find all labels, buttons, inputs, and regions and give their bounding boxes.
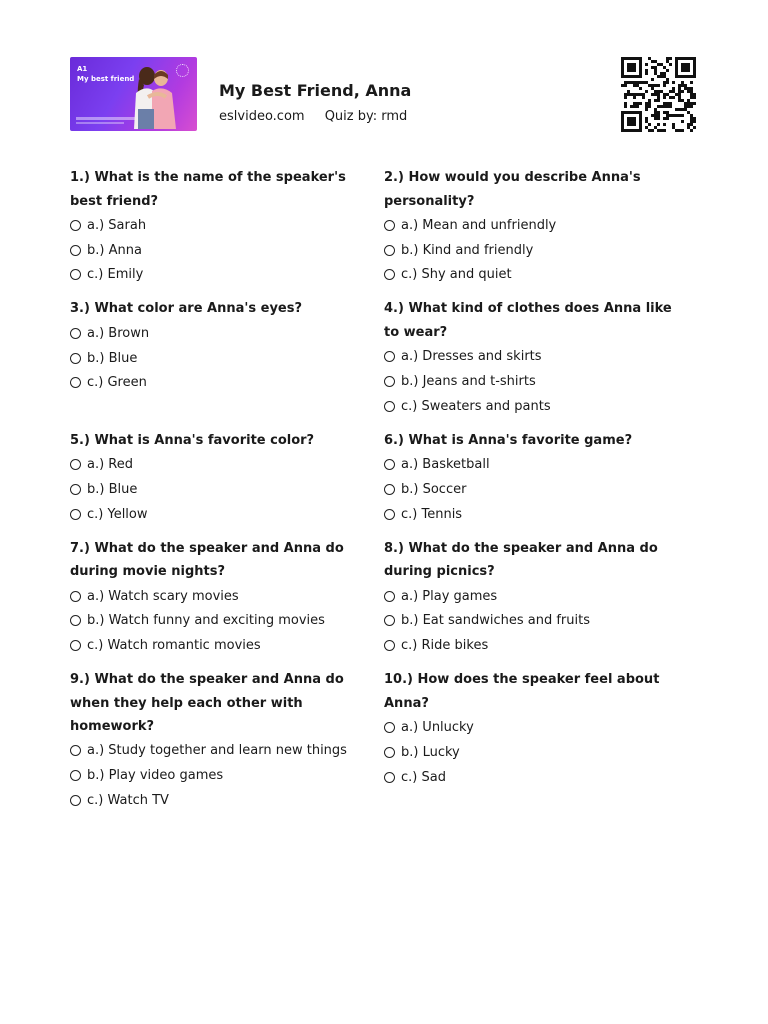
radio-button-icon[interactable] [384, 772, 395, 783]
answer-option[interactable] [70, 788, 384, 813]
option-label: b.) Lucky [401, 744, 460, 760]
answer-option[interactable] [70, 238, 384, 263]
friends-illustration [130, 63, 180, 129]
answer-option[interactable] [384, 394, 698, 419]
answer-option[interactable] [70, 633, 384, 658]
radio-button-icon[interactable] [384, 747, 395, 758]
answer-option[interactable] [70, 321, 384, 346]
option-label: a.) Study together and learn new things [87, 743, 347, 759]
option-label: b.) Kind and friendly [401, 242, 534, 258]
radio-button-icon[interactable] [70, 770, 81, 781]
thumbnail-caption-line [76, 117, 138, 120]
quiz-author: Quiz by: rmd [324, 109, 408, 124]
answer-option[interactable] [70, 263, 384, 288]
radio-button-icon[interactable] [70, 245, 81, 256]
radio-button-icon[interactable] [70, 269, 81, 280]
quiz-meta [219, 109, 407, 124]
radio-button-icon[interactable] [384, 220, 395, 231]
question-row [70, 166, 698, 297]
radio-button-icon[interactable] [384, 509, 395, 520]
quiz-title: My Best Friend, Anna [219, 81, 412, 100]
question-prompt: 5.) What is Anna's favorite color? [70, 432, 315, 448]
answer-option[interactable] [384, 452, 698, 477]
radio-button-icon[interactable] [70, 509, 81, 520]
question-10 [384, 668, 698, 823]
option-label: c.) Emily [87, 267, 144, 283]
radio-button-icon[interactable] [384, 245, 395, 256]
option-label: c.) Shy and quiet [401, 267, 512, 283]
radio-button-icon[interactable] [70, 459, 81, 470]
question-1 [70, 166, 384, 297]
option-label: a.) Mean and unfriendly [401, 217, 557, 233]
radio-button-icon[interactable] [70, 328, 81, 339]
option-label: b.) Soccer [401, 481, 467, 497]
question-prompt: 10.) How does the speaker feel about Anna? [384, 672, 660, 711]
answer-option[interactable] [70, 346, 384, 371]
question-prompt: 8.) What do the speaker and Anna do during picnics? [384, 540, 658, 580]
radio-button-icon[interactable] [70, 377, 81, 388]
answer-option[interactable] [70, 584, 384, 609]
question-prompt: 2.) How would you describe Anna's personality? [384, 170, 641, 209]
answer-option[interactable] [384, 263, 698, 288]
question-7 [70, 537, 384, 668]
answer-option[interactable] [70, 370, 384, 395]
answer-option[interactable] [70, 502, 384, 527]
radio-button-icon[interactable] [384, 615, 395, 626]
qr-code-icon [620, 57, 697, 132]
question-grid [70, 166, 698, 823]
video-thumbnail[interactable] [70, 57, 197, 131]
option-label: a.) Play games [401, 588, 498, 604]
quiz-header [70, 57, 698, 133]
answer-option[interactable] [384, 765, 698, 790]
radio-button-icon[interactable] [70, 220, 81, 231]
option-label: a.) Dresses and skirts [401, 349, 542, 365]
option-label: c.) Green [87, 375, 147, 391]
answer-option[interactable] [70, 452, 384, 477]
radio-button-icon[interactable] [70, 353, 81, 364]
option-label: b.) Blue [87, 481, 138, 497]
thumbnail-caption-line [76, 122, 124, 124]
answer-option[interactable] [384, 213, 698, 238]
thumbnail-level: A1 [77, 65, 88, 73]
radio-button-icon[interactable] [384, 459, 395, 470]
radio-button-icon[interactable] [70, 795, 81, 806]
answer-option[interactable] [70, 739, 384, 764]
question-prompt: 9.) What do the speaker and Anna do when they help each other with homework? [70, 672, 344, 735]
option-label: a.) Basketball [401, 457, 490, 473]
radio-button-icon[interactable] [384, 722, 395, 733]
question-5 [70, 429, 384, 537]
question-prompt: 7.) What do the speaker and Anna do during movie nights? [70, 540, 344, 580]
option-label: c.) Sad [401, 769, 446, 785]
option-label: a.) Red [87, 457, 134, 473]
answer-option[interactable] [384, 344, 698, 369]
answer-option[interactable] [384, 584, 698, 609]
answer-option[interactable] [384, 715, 698, 740]
question-row [70, 668, 698, 823]
thumbnail-title: My best friend [77, 75, 135, 83]
question-prompt: 4.) What kind of clothes does Anna like to wear? [384, 301, 672, 340]
option-label: a.) Watch scary movies [87, 588, 239, 604]
option-label: a.) Brown [87, 325, 150, 341]
option-label: b.) Blue [87, 350, 138, 366]
answer-option[interactable] [70, 608, 384, 633]
question-row [70, 297, 698, 428]
radio-button-icon[interactable] [384, 376, 395, 387]
option-label: a.) Unlucky [401, 719, 474, 735]
option-label: c.) Ride bikes [401, 638, 489, 654]
question-9 [70, 668, 384, 823]
question-row [70, 537, 698, 668]
answer-option[interactable] [384, 740, 698, 765]
option-label: c.) Yellow [87, 506, 148, 522]
answer-option[interactable] [70, 213, 384, 238]
answer-option[interactable] [70, 477, 384, 502]
option-label: c.) Watch romantic movies [87, 638, 261, 654]
option-label: c.) Watch TV [87, 793, 169, 809]
option-label: b.) Watch funny and exciting movies [87, 613, 325, 629]
radio-button-icon[interactable] [70, 615, 81, 626]
option-label: b.) Anna [87, 242, 142, 258]
question-2 [384, 166, 698, 297]
question-4 [384, 297, 698, 428]
site-name[interactable]: eslvideo.com [219, 109, 305, 124]
radio-button-icon[interactable] [384, 269, 395, 280]
radio-button-icon[interactable] [70, 484, 81, 495]
option-label: a.) Sarah [87, 217, 147, 233]
radio-button-icon[interactable] [384, 484, 395, 495]
option-label: c.) Sweaters and pants [401, 398, 551, 414]
option-label: c.) Tennis [401, 506, 463, 522]
radio-button-icon[interactable] [384, 351, 395, 362]
question-6 [384, 429, 698, 537]
question-prompt: 6.) What is Anna's favorite game? [384, 432, 633, 448]
question-prompt: 1.) What is the name of the speaker's best friend? [70, 170, 346, 209]
option-label: b.) Play video games [87, 768, 224, 784]
radio-button-icon[interactable] [384, 591, 395, 602]
answer-option[interactable] [384, 608, 698, 633]
answer-option[interactable] [70, 763, 384, 788]
question-row [70, 429, 698, 537]
question-prompt: 3.) What color are Anna's eyes? [70, 301, 303, 317]
question-3 [70, 297, 384, 428]
answer-option[interactable] [384, 477, 698, 502]
radio-button-icon[interactable] [384, 640, 395, 651]
option-label: b.) Jeans and t-shirts [401, 374, 536, 390]
answer-option[interactable] [384, 238, 698, 263]
radio-button-icon[interactable] [384, 401, 395, 412]
radio-button-icon[interactable] [70, 591, 81, 602]
answer-option[interactable] [384, 502, 698, 527]
radio-button-icon[interactable] [70, 640, 81, 651]
answer-option[interactable] [384, 633, 698, 658]
answer-option[interactable] [384, 369, 698, 394]
option-label: b.) Eat sandwiches and fruits [401, 613, 590, 629]
question-8 [384, 537, 698, 668]
radio-button-icon[interactable] [70, 745, 81, 756]
